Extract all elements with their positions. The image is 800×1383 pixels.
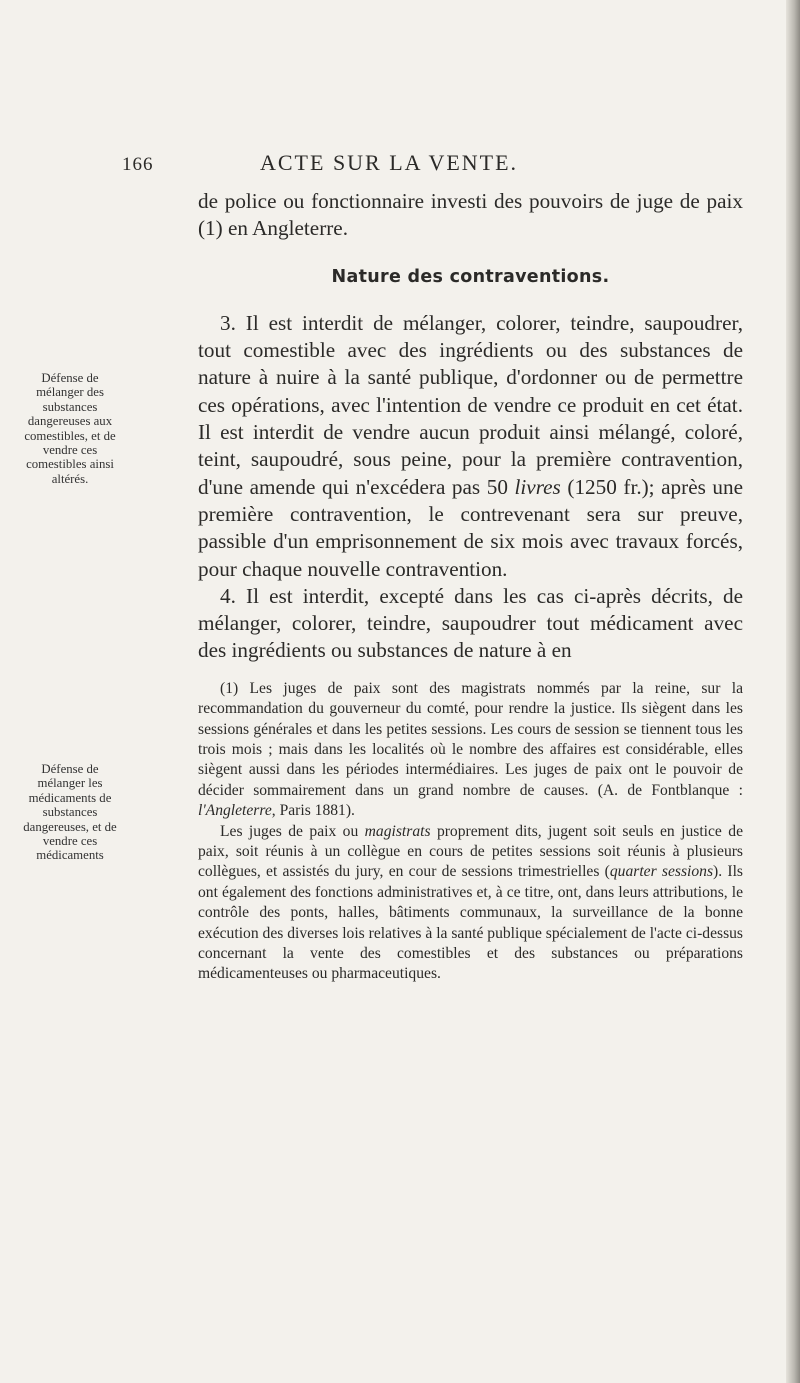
footnote-2-text-c: ). Ils ont également des fonctions administratives et, à ce titre, ont, dans leurs attributions, le contrôle des ponts, halles, bâtiments communaux, la surveillance de la bonne exécution des diverses lois relatives à la santé publique spécialement de l'acte ci-dessus concernant la vente des comestibles et des substances ou préparations médicamenteuses ou pharmaceutiques. — [198, 863, 743, 983]
article-3-text-b: (1250 fr.); après une première contravention, le contrevenant sera sur preuve, passible d'un emprisonnement de six mois avec travaux forcés, pour chaque nouvelle contravention. — [198, 474, 744, 581]
intro-paragraph: de police ou fonctionnaire investi des pouvoirs de juge de paix (1) en Angleterre. — [198, 189, 743, 241]
footnote-2-quarter-sessions: quarter sessions — [609, 863, 714, 881]
margin-note-comestibles: Défense de mélanger des substances dangereuses aux comestibles, et de vendre ces comestibles ainsi altérés. — [24, 371, 116, 486]
article-3-livres: livres — [514, 474, 561, 499]
footnote-2-text-a: Les juges de paix ou — [220, 822, 365, 840]
page-edge-shadow — [786, 0, 800, 1383]
running-title: ACTE SUR LA VENTE. — [260, 150, 519, 175]
footnote-1-book-title: l'Angleterre — [198, 802, 272, 820]
page-header — [122, 150, 742, 180]
main-text — [198, 188, 743, 985]
article-3-text-a: 3. Il est interdit de mélanger, colorer, teindre, saupoudrer, tout comestible avec des ingrédients ou des substances de nature à nuire à la santé publique, d'ordonner ou de permettre ces opérations, avec l'intention de vendre ce produit en cet état. Il est interdit de vendre aucun produit ainsi mélangé, coloré, teint, saupoudré, sous peine, pour la première contravention, d'une amende qui n'excédera pas 50 — [198, 310, 743, 499]
footnote-2-text-b: proprement dits, jugent soit seuls en justice de paix, soit réunis à un collègue en cours de petites sessions soit réunis à plusieurs collègues, et assistés du jury, en cour de sessions trimestrielles ( — [198, 822, 743, 881]
footnote — [198, 679, 743, 985]
footnote-2-magistrats: magistrats — [364, 822, 431, 840]
article-3 — [198, 310, 743, 583]
footnote-1-text-a: (1) Les juges de paix sont des magistrats nommés par la reine, sur la recommandation du gouverneur du comté, pour rendre la justice. Ils siègent dans les sessions générales et dans les petites sessions. Les cours de session se tiennent tous les trois mois ; mais dans les localités où le nombre des affaires est considérable, elles siègent aussi dans les périodes intermédiaires. Les juges de paix ont le pouvoir de décider sommairement dans un grand nombre de causes. (A. de Fontblanque : — [198, 679, 743, 799]
article-4: 4. Il est interdit, excepté dans les cas ci-après décrits, de mélanger, colorer, teindre, saupoudrer tout médicament avec des ingrédients ou substances de nature à en — [198, 583, 743, 663]
margin-note-medicaments: Défense de mélanger les médicaments de substances dangereuses, et de vendre ces médicaments — [23, 762, 117, 863]
page-number: 166 — [122, 154, 154, 175]
section-heading: Nature des contraventions. — [331, 266, 610, 287]
footnote-paragraph-1 — [198, 679, 743, 822]
footnote-paragraph-2 — [198, 822, 743, 985]
footnote-1-text-b: , Paris 1881). — [271, 802, 355, 820]
